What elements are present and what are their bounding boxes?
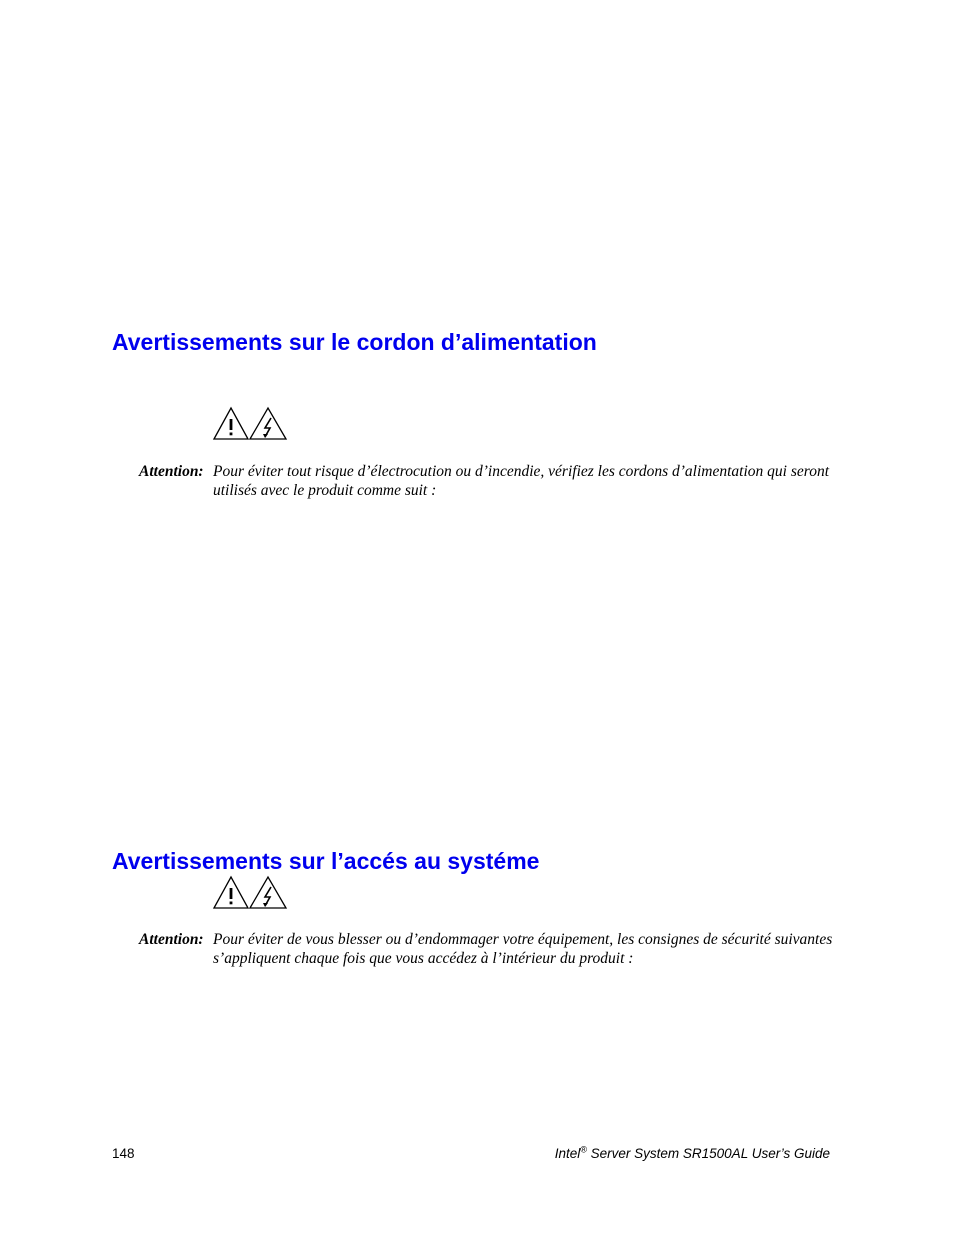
attention-text: Pour éviter de vous blesser ou d’endommager votre équipement, les consignes de sécurité suivantes s’appliquent chaque fois que vous accédez à l’intérieur du produit : [213, 931, 833, 967]
attention-note-system-access [139, 930, 839, 968]
warning-icons [212, 875, 290, 909]
footer-brand: Intel [554, 1146, 581, 1161]
registered-mark: ® [580, 1144, 587, 1155]
attention-label: Attention: [139, 931, 204, 948]
section-heading-power-cord: Avertissements sur le cordon d’alimentation [112, 329, 597, 355]
section-heading-system-access: Avertissements sur l’accés au systéme [112, 848, 540, 874]
electric-shock-icon [250, 408, 286, 439]
footer-guide-name: Server System SR1500AL User’s Guide [586, 1146, 830, 1161]
warning-icons [212, 406, 290, 440]
caution-icon [214, 408, 248, 439]
caution-icon [214, 877, 248, 908]
page-number: 148 [112, 1146, 135, 1161]
attention-text: Pour éviter tout risque d’électrocution ou d’incendie, vérifiez les cordons d’alimentation qui seront utilisés avec le produit comme suit : [213, 463, 830, 499]
attention-note-power-cord [139, 462, 839, 500]
attention-label: Attention: [139, 463, 204, 480]
footer-guide-title [555, 1145, 830, 1163]
electric-shock-icon [250, 877, 286, 908]
